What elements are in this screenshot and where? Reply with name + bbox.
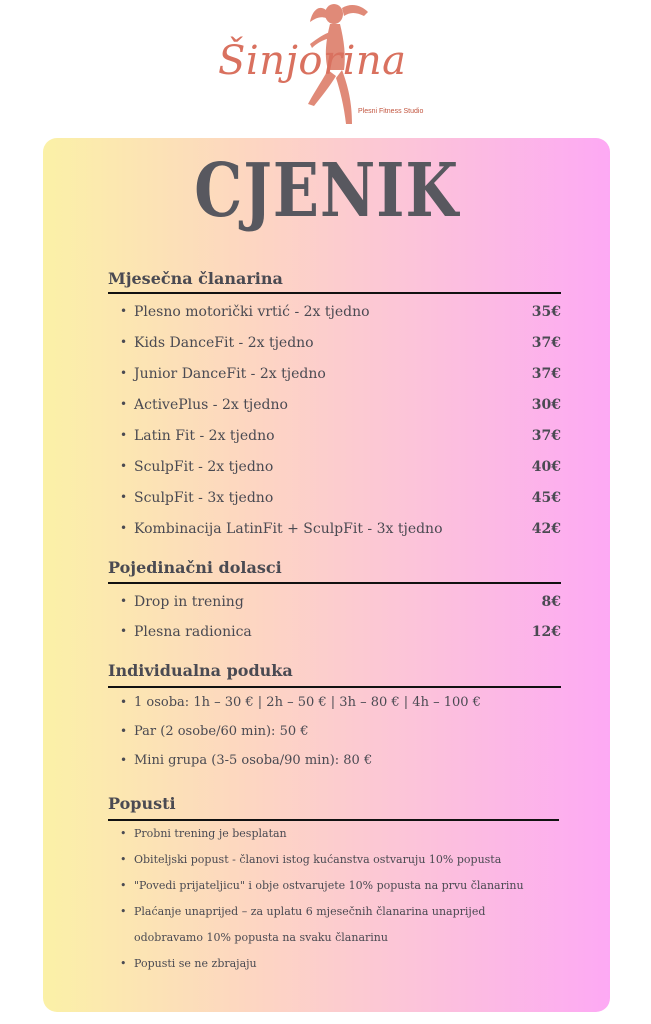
item-label: Plaćanje unaprijed – za uplatu 6 mjesečnih članarina unaprijed: [134, 905, 486, 918]
section-title-single-visits: Pojedinačni dolasci: [108, 558, 282, 577]
list-item: [118, 397, 561, 419]
bullet: •: [120, 304, 128, 318]
list-item: [118, 905, 561, 927]
item-label: Plesna radionica: [134, 624, 252, 640]
page-title: CJENIK: [194, 148, 459, 234]
item-label: ActivePlus - 2x tjedno: [134, 397, 288, 413]
list-item: [118, 957, 561, 979]
item-label: Probni trening je besplatan: [134, 827, 287, 840]
section-divider: [108, 686, 561, 688]
list-item: [118, 695, 561, 717]
item-price: 45€: [531, 490, 561, 506]
item-label: "Povedi prijateljicu" i obje ostvarujete 10% popusta na prvu članarinu: [134, 879, 524, 892]
bullet: •: [120, 753, 128, 767]
bullet: •: [120, 879, 127, 892]
section-title-discounts: Popusti: [108, 794, 176, 813]
item-price: 35€: [531, 304, 561, 320]
logo-name: Šinjorina: [218, 38, 407, 84]
section-divider: [108, 819, 559, 821]
item-label: Mini grupa (3-5 osoba/90 min): 80 €: [134, 753, 373, 768]
bullet: •: [120, 724, 128, 738]
item-price: 37€: [531, 335, 561, 351]
bullet: •: [120, 521, 128, 535]
item-label: Kids DanceFit - 2x tjedno: [134, 335, 314, 351]
bullet: •: [120, 624, 128, 638]
list-item: [118, 624, 561, 646]
item-price: 12€: [531, 624, 561, 640]
list-item: [118, 521, 561, 543]
item-price: 37€: [531, 366, 561, 382]
bullet: •: [120, 397, 128, 411]
list-item: [118, 827, 561, 849]
list-item: [118, 853, 561, 875]
item-label: Par (2 osobe/60 min): 50 €: [134, 724, 309, 739]
bullet: •: [120, 366, 128, 380]
item-label: Drop in trening: [134, 594, 244, 610]
item-label: Latin Fit - 2x tjedno: [134, 428, 275, 444]
item-price: 40€: [531, 459, 561, 475]
bullet: •: [120, 957, 127, 970]
bullet: •: [120, 594, 128, 608]
list-item: [118, 490, 561, 512]
item-label: Junior DanceFit - 2x tjedno: [134, 366, 326, 382]
list-item: [118, 459, 561, 481]
list-item: [118, 428, 561, 450]
item-label: Obiteljski popust - članovi istog kućanstva ostvaruju 10% popusta: [134, 853, 502, 866]
item-price: 42€: [531, 521, 561, 537]
bullet: •: [120, 428, 128, 442]
logo-subtitle: Plesni Fitness Studio: [358, 108, 424, 115]
section-title-monthly: Mjesečna članarina: [108, 269, 283, 288]
item-label: odobravamo 10% popusta na svaku članarinu: [134, 931, 388, 944]
item-price: 8€: [541, 594, 561, 610]
list-item: [118, 335, 561, 357]
bullet: •: [120, 827, 127, 840]
studio-logo: [200, 0, 440, 130]
list-item: [118, 753, 561, 775]
list-item: [118, 724, 561, 746]
section-title-individual: Individualna poduka: [108, 661, 293, 680]
item-label: 1 osoba: 1h – 30 € | 2h – 50 € | 3h – 80 € | 4h – 100 €: [134, 695, 481, 710]
list-item: [118, 594, 561, 616]
item-label: Popusti se ne zbrajaju: [134, 957, 257, 970]
item-label: SculpFit - 2x tjedno: [134, 459, 274, 475]
section-divider: [108, 292, 561, 294]
item-label: Kombinacija LatinFit + SculpFit - 3x tjedno: [134, 521, 443, 537]
list-item: [118, 304, 561, 326]
bullet: •: [120, 335, 128, 349]
item-price: 37€: [531, 428, 561, 444]
item-price: 30€: [531, 397, 561, 413]
bullet: •: [120, 695, 128, 709]
bullet: •: [120, 905, 127, 918]
list-item-continuation: [118, 931, 561, 953]
bullet: •: [120, 853, 127, 866]
bullet: •: [120, 490, 128, 504]
list-item: [118, 366, 561, 388]
price-list-card: [43, 138, 610, 1012]
list-item: [118, 879, 561, 901]
item-label: Plesno motorički vrtić - 2x tjedno: [134, 304, 370, 320]
item-label: SculpFit - 3x tjedno: [134, 490, 274, 506]
section-divider: [108, 582, 561, 584]
bullet: •: [120, 459, 128, 473]
